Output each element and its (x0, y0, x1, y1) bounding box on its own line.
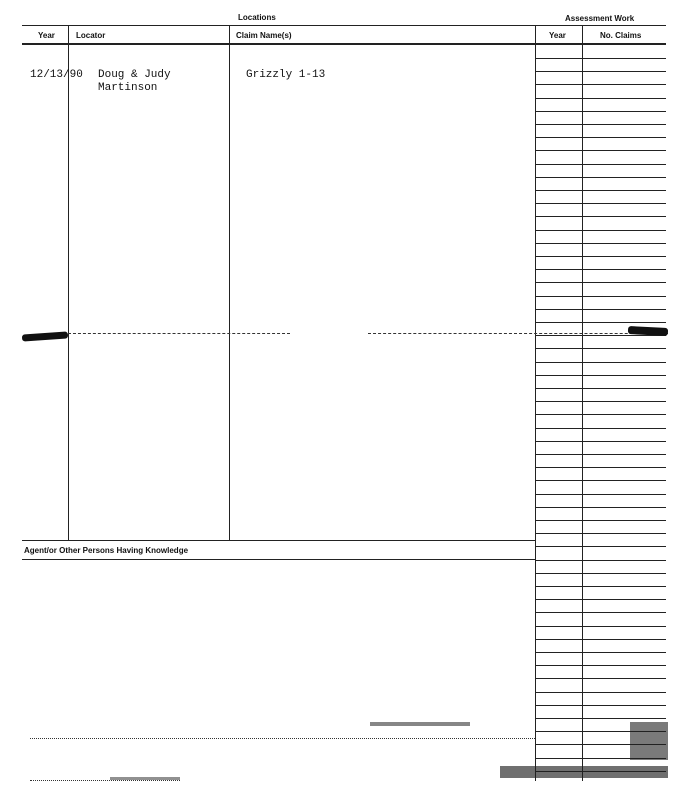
ledger-row-rule (535, 98, 666, 99)
locator-claims-divider (229, 26, 230, 540)
ledger-row-rule (535, 494, 666, 495)
aw-year-column-header: Year (549, 31, 566, 40)
ledger-row-rule (535, 573, 666, 574)
ledger-row-rule (535, 177, 666, 178)
entry-year: 12/13/90 (30, 69, 83, 81)
scan-noise-block (630, 722, 668, 760)
ledger-row-rule (535, 256, 666, 257)
ledger-row-rule (535, 533, 666, 534)
ledger-row-rule (535, 507, 666, 508)
locations-bottom-rule (22, 540, 535, 541)
ledger-row-rule (535, 269, 666, 270)
ledger-row-rule (535, 626, 666, 627)
ledger-row-rule (535, 454, 666, 455)
no-claims-column-header: No. Claims (600, 31, 642, 40)
ledger-row-rule (535, 362, 666, 363)
scan-noise-bottom-strip (500, 766, 668, 778)
ledger-row-rule (535, 190, 666, 191)
ledger-row-rule (535, 164, 666, 165)
ledger-row-rule (535, 111, 666, 112)
ledger-row-rule (535, 414, 666, 415)
bottom-faded-rule (30, 738, 535, 739)
agent-section-label: Agent/or Other Persons Having Knowledge (24, 546, 189, 555)
claim-names-column-header: Claim Name(s) (236, 31, 292, 40)
ledger-row-rule (535, 84, 666, 85)
ledger-row-rule (535, 520, 666, 521)
locations-header: Locations (238, 13, 276, 22)
ledger-row-rule (535, 441, 666, 442)
ledger-row-rule (535, 678, 666, 679)
ledger-row-rule (535, 652, 666, 653)
ledger-row-rule (535, 612, 666, 613)
ledger-row-rule (535, 599, 666, 600)
column-header-rule (22, 43, 666, 45)
aw-year-count-divider (582, 26, 583, 781)
ledger-row-rule (535, 150, 666, 151)
ledger-row-rule (535, 665, 666, 666)
ledger-row-rule (535, 586, 666, 587)
ledger-row-rule (535, 718, 666, 719)
year-column-header: Year (38, 31, 55, 40)
midline-dashed-rule (68, 333, 290, 334)
ledger-row-rule (535, 282, 666, 283)
agent-section-rule (22, 559, 535, 560)
lower-left-faded-rule (30, 780, 180, 781)
scan-noise-streak (370, 722, 470, 726)
ledger-row-rule (535, 124, 666, 125)
claims-assessment-divider (535, 26, 536, 781)
ledger-row-rule (535, 296, 666, 297)
locator-column-header: Locator (76, 31, 106, 40)
ledger-row-rule (535, 216, 666, 217)
ledger-row-rule (535, 322, 666, 323)
ledger-row-rule (535, 203, 666, 204)
ledger-row-rule (535, 137, 666, 138)
year-locator-divider (68, 26, 69, 540)
ledger-row-rule (535, 560, 666, 561)
midline-dashed-rule-right (368, 333, 668, 334)
ledger-row-rule (535, 639, 666, 640)
ledger-row-rule (535, 428, 666, 429)
ledger-row-rule (535, 705, 666, 706)
entry-claim-name: Grizzly 1-13 (246, 69, 326, 81)
ledger-row-rule (535, 230, 666, 231)
entry-locator-line1: Doug & Judy (98, 69, 171, 81)
ledger-row-rule (535, 71, 666, 72)
ledger-row-rule (535, 401, 666, 402)
ledger-row-rule (535, 388, 666, 389)
ledger-row-rule (535, 348, 666, 349)
assessment-work-header: Assessment Work (565, 14, 635, 23)
ledger-row-rule (535, 309, 666, 310)
ledger-row-rule (535, 58, 666, 59)
left-margin-ink-blot (22, 331, 68, 341)
ledger-row-rule (535, 480, 666, 481)
top-rule (22, 25, 666, 26)
ledger-row-rule (535, 692, 666, 693)
ledger-row-rule (535, 335, 666, 336)
ledger-row-rule (535, 546, 666, 547)
entry-locator-line2: Martinson (98, 82, 158, 94)
ledger-row-rule (535, 375, 666, 376)
ledger-row-rule (535, 467, 666, 468)
ledger-row-rule (535, 243, 666, 244)
